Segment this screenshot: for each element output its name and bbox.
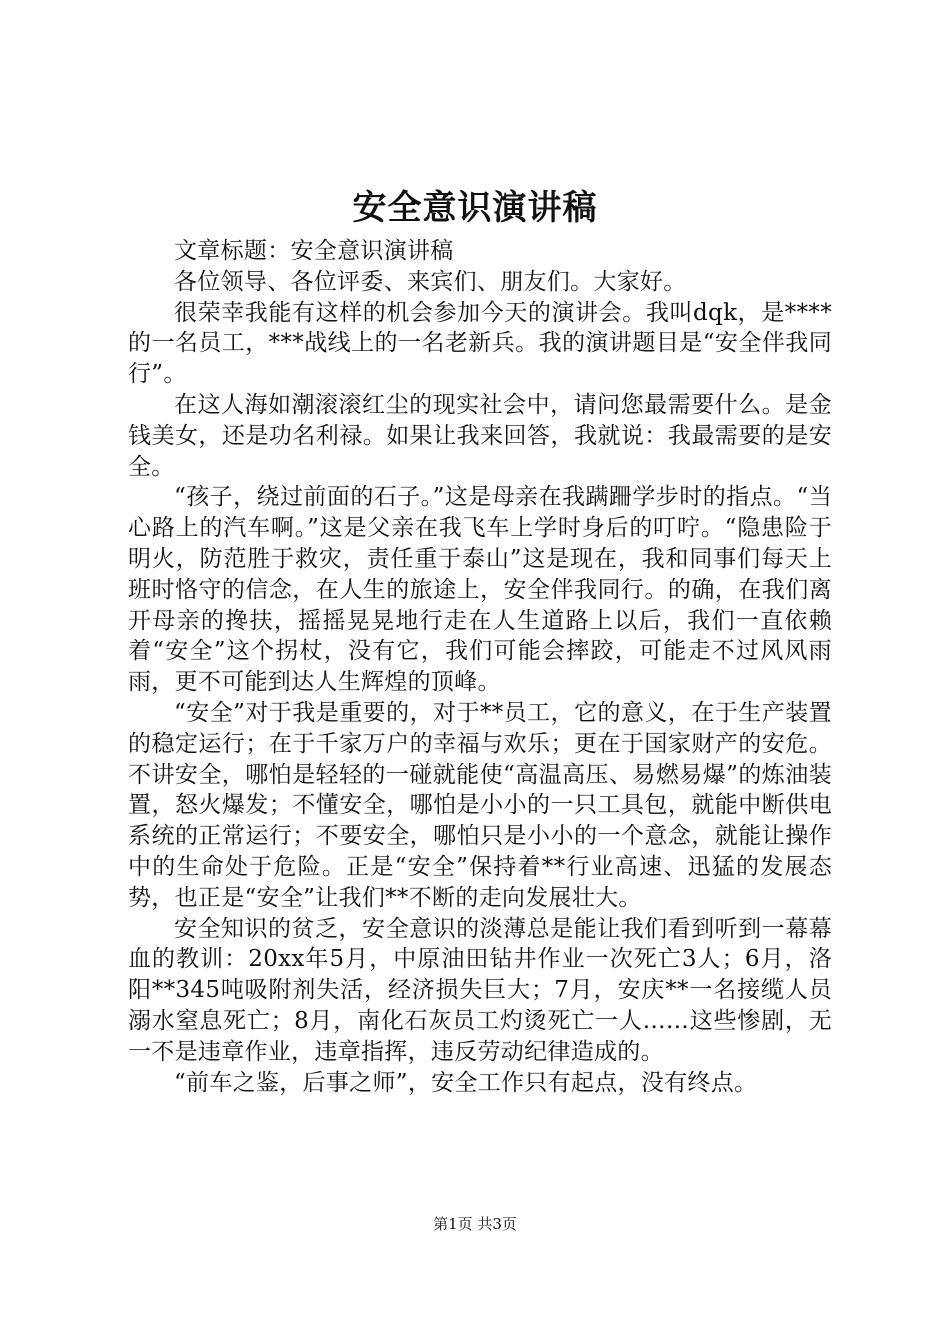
page-footer xyxy=(0,1213,950,1235)
document-title: 安全意识演讲稿 xyxy=(352,188,598,228)
paragraph-question: 在这人海如潮滚滚红尘的现实社会中，请问您最需要什么。是金钱美女，还是功名利禄。如果让我来回答，我就说：我最需要的是安全。 xyxy=(128,391,832,480)
paragraph-conclusion: “前车之鉴，后事之师”，安全工作只有起点，没有终点。 xyxy=(174,1069,758,1096)
paragraph-importance: “安全”对于我是重要的，对于**员工，它的意义，在于生产装置的稳定运行；在于千家万户的幸福与欢乐；更在于国家财产的安危。不讲安全，哪怕是轻轻的一碰就能使“高温高压、易燃易爆”的炼油装置，怒火爆发；不懂安全，哪怕是小小的一只工具包，就能中断供电系统的正常运行；不要安全，哪怕只是小小的一个意念，就能让操作中的生命处于危险。正是“安全”保持着**行业高速、迅猛的发展态势，也正是“安全”让我们**不断的走向发展壮大。 xyxy=(128,699,832,911)
paragraph-memories: “孩子，绕过前面的石子。”这是母亲在我蹒跚学步时的指点。“当心路上的汽车啊。”这是父亲在我飞车上学时身后的叮咛。“隐患险于明火，防范胜于救灾，责任重于泰山”这是现在，我和同事们每天上班时恪守的信念，在人生的旅途上，安全伴我同行。的确，在我们离开母亲的搀扶，摇摇晃晃地行走在人生道路上以后，我们一直依赖着“安全”这个拐杖，没有它，我们可能会摔跤，可能走不过风风雨雨，更不可能到达人生辉煌的顶峰。 xyxy=(128,484,832,696)
paragraph-introduction: 很荣幸我能有这样的机会参加今天的演讲会。我叫dqk，是****的一名员工，***战线上的一名老新兵。我的演讲题目是“安全伴我同行”。 xyxy=(128,299,832,388)
page-indicator: 第1页 共3页 xyxy=(433,1215,517,1233)
paragraph-greeting: 各位领导、各位评委、来宾们、朋友们。大家好。 xyxy=(174,268,687,295)
paragraph-lessons: 安全知识的贫乏，安全意识的淡薄总是能让我们看到听到一幕幕血的教训：20xx年5月，中原油田钻井作业一次死亡3人；6月，洛阳**345吨吸附剂失活，经济损失巨大；7月，安庆**一名接缆人员溺水窒息死亡；8月，南化石灰员工灼烫死亡一人……这些惨剧，无一不是违章作业，违章指挥，违反劳动纪律造成的。 xyxy=(128,915,832,1065)
paragraph-article-title: 文章标题：安全意识演讲稿 xyxy=(174,238,454,264)
document-body xyxy=(128,236,832,1098)
